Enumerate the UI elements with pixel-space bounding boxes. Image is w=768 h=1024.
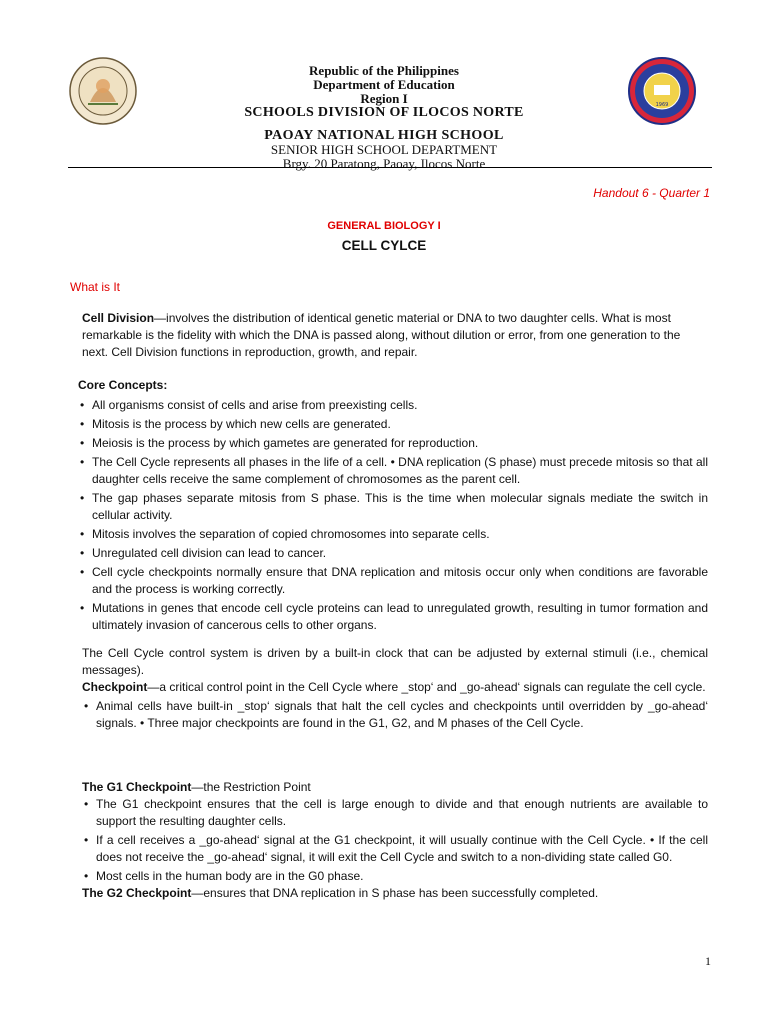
checkpoint-text: —a critical control point in the Cell Cycle where _stop‘ and _go-ahead‘ signals can regulate the cell cycle. — [147, 680, 706, 694]
handout-label: Handout 6 - Quarter 1 — [593, 186, 710, 200]
svg-text:1969: 1969 — [655, 102, 669, 108]
control-system-paragraph: The Cell Cycle control system is driven by a built-in clock that can be adjusted by external stimuli (i.e., chemical messages). — [82, 646, 708, 677]
list-item: • Unregulated cell division can lead to cancer. — [80, 546, 327, 560]
core-concepts — [78, 377, 708, 634]
list-item: • The G1 checkpoint ensures that the cell is large enough to divide and that enough nutrients are available to support the resulting daughter cells. — [84, 797, 708, 828]
header-divider — [68, 167, 712, 168]
g1-text: —the Restriction Point — [191, 780, 311, 794]
subject-label: GENERAL BIOLOGY I — [327, 220, 441, 232]
section-label: What is It — [70, 280, 121, 294]
letterhead — [0, 64, 768, 171]
list-item: • The gap phases separate mitosis from S phase. This is the time when molecular signals mediate the switch in cellular activity. — [80, 491, 708, 522]
header-republic: Republic of the Philippines — [309, 63, 459, 78]
intro-text: —involves the distribution of identical genetic material or DNA to two daughter cells. What is most remarkable is the fidelity with which the DNA is passed along, without dilution or error, from one generation to the next. Cell Division functions in reproduction, growth, and repair. — [82, 311, 681, 359]
core-concepts-heading: Core Concepts: — [78, 378, 168, 392]
list-item: • Meiosis is the process by which gametes are generated for reproduction. — [80, 436, 479, 450]
list-item: • Animal cells have built-in _stop‘ signals that halt the cell cycles and checkpoints until overridden by _go-ahead‘ signals. • Three major checkpoints are found in the G1, G2, and M phases of the Cell Cycle. — [84, 699, 708, 730]
page-number: 1 — [705, 954, 711, 968]
header-school-name: PAOAY NATIONAL HIGH SCHOOL — [264, 128, 504, 143]
header-region: Region I — [360, 91, 408, 106]
g1-term: The G1 Checkpoint — [82, 780, 192, 794]
intro-paragraph — [82, 310, 708, 361]
intro-term: Cell Division — [82, 311, 155, 325]
list-item: • The Cell Cycle represents all phases in the life of a cell. • DNA replication (S phase) must precede mitosis so that all daughter cells receive the same complement of chromosomes as the parent cell. — [80, 455, 708, 486]
header-department: Department of Education — [313, 77, 455, 92]
list-item: • Most cells in the human body are in the G0 phase. — [84, 869, 364, 883]
list-item: • Mitosis is the process by which new cells are generated. — [80, 417, 391, 431]
header-division: SCHOOLS DIVISION OF ILOCOS NORTE — [244, 105, 524, 120]
list-item: • All organisms consist of cells and arise from preexisting cells. — [80, 398, 418, 412]
g2-term: The G2 Checkpoint — [82, 886, 192, 900]
list-item: • Cell cycle checkpoints normally ensure that DNA replication and mitosis occur only when conditions are favorable and the process is working correctly. — [80, 565, 708, 596]
list-item: • If a cell receives a _go-ahead‘ signal at the G1 checkpoint, it will usually continue with the Cell Cycle. • If the cell does not receive the _go-ahead‘ signal, it will exit the Cell Cycle and switch to a non-dividing state called G0. — [84, 833, 708, 864]
g1-checkpoint-section — [82, 779, 708, 902]
checkpoint-section — [82, 645, 708, 732]
list-item: • Mutations in genes that encode cell cycle proteins can lead to unregulated growth, resulting in tumor formation and ultimately invasion of cancerous cells to other organs. — [80, 601, 708, 632]
g2-text: —ensures that DNA replication in S phase has been successfully completed. — [191, 886, 599, 900]
page-title: CELL CYLCE — [341, 238, 427, 253]
checkpoint-term: Checkpoint — [82, 680, 148, 694]
header-department-name: SENIOR HIGH SCHOOL DEPARTMENT — [270, 142, 498, 157]
list-item: • Mitosis involves the separation of copied chromosomes into separate cells. — [80, 527, 490, 541]
header-address: Brgy. 20 Paratong, Paoay, Ilocos Norte — [282, 156, 486, 171]
